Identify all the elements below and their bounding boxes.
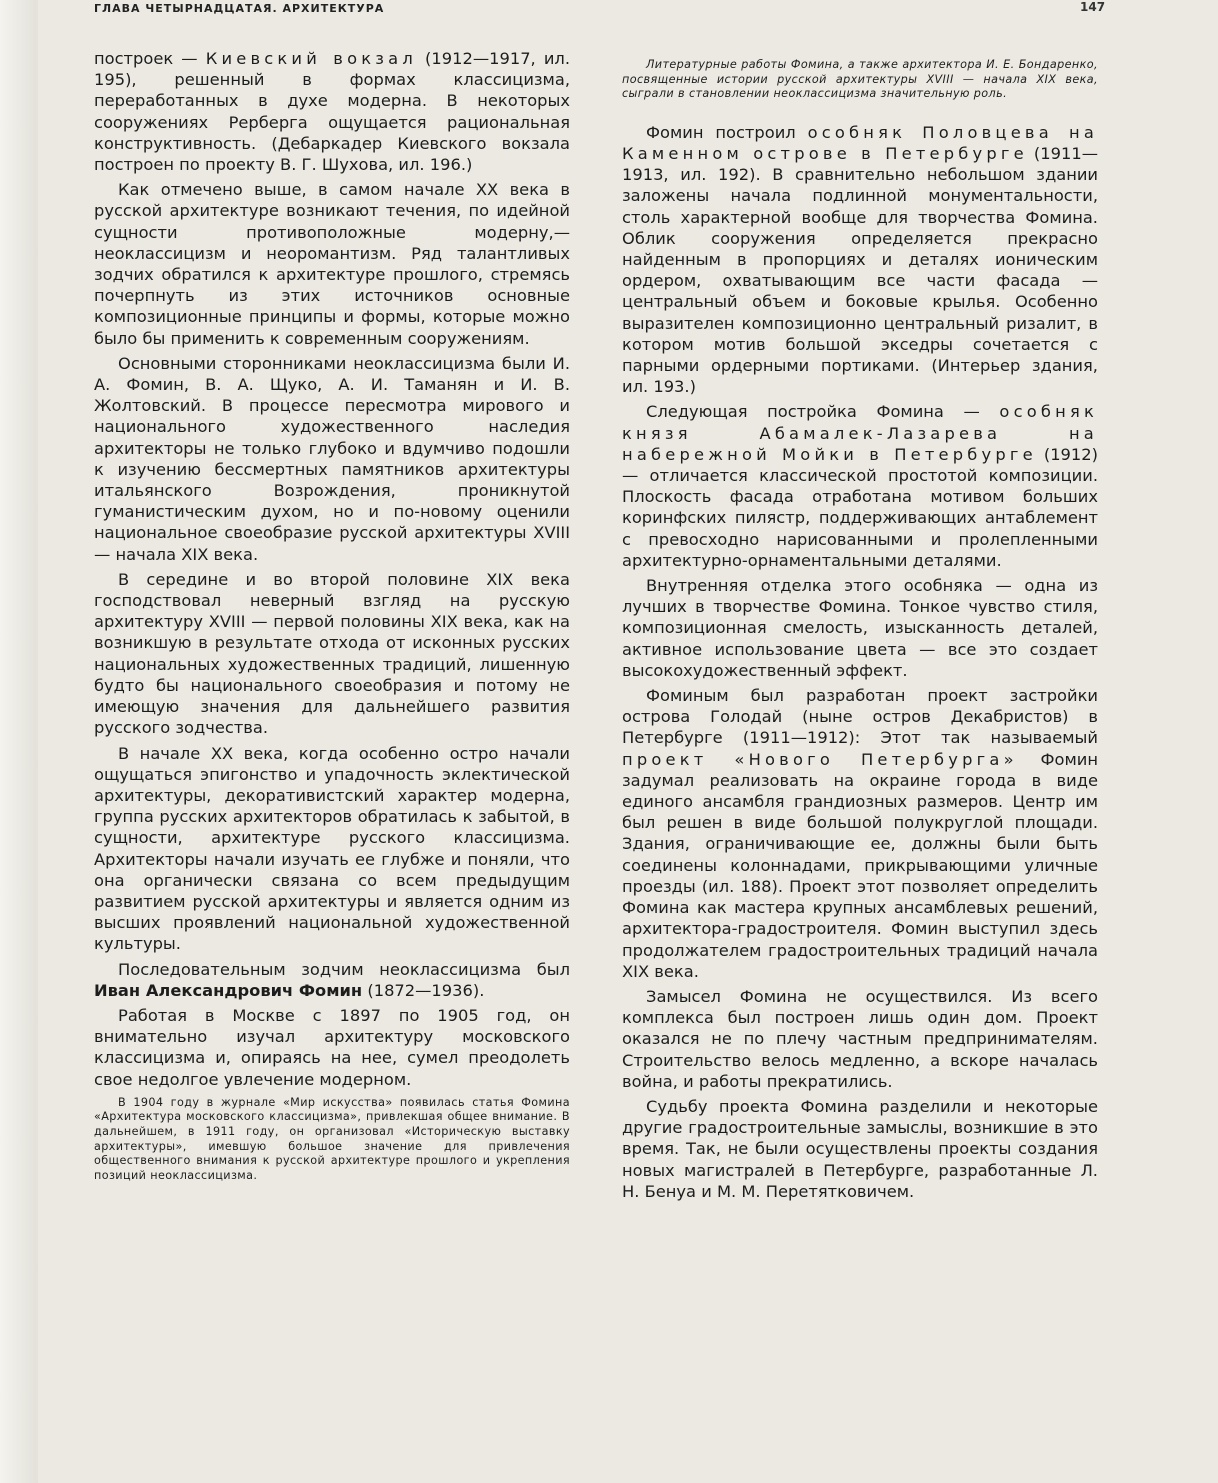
text-span: (1912—1917, ил. 195), решенный в формах классицизма, переработанных в духе модерна. В некоторых сооружениях Рерберга ощущается рациональная конструктивность. (Дебаркадер Киевского вокзала построен по проекту В. Г. Шухова, ил. 196.): [94, 49, 570, 175]
text-span: Фоминым был разработан проект застройки острова Голодай (ныне остров Декабристов) в Петербурге (1911—1912): Этот так называемый: [622, 686, 1098, 748]
paragraph: [94, 959, 570, 1001]
paragraph: Основными сторонниками неоклассицизма были И. А. Фомин, В. А. Щуко, А. И. Таманян и И. В. Жолтовский. В процессе пересмотра мирового и национального художественного наследия архитекторы не только глубоко и вдумчиво подошли к изучению бессмертных памятников архитектуры итальянского Возрождения, проникнутой гуманистическим духом, но и по-новому оценили национальное своеобразие русской архитектуры XVIII — начала XIX века.: [94, 353, 570, 564]
text-span: Фомин задумал реализовать на окраине города в виде единого ансамбля грандиозных размеров. Центр им был решен в виде большой полукруглой площади. Здания, ограничивающие ее, должны были быть соединены колоннадами, прикрывающими уличные проезды (ил. 188). Проект этот позволяет определить Фомина как мастера крупных ансамблевых решений, архитектора-градостроителя. Фомин выступил здесь продолжателем градостроительных традиций начала XIX века.: [622, 749, 1098, 981]
left-column: [94, 48, 570, 1183]
running-head: ГЛАВА ЧЕТЫРНАДЦАТАЯ. АРХИТЕКТУРА: [94, 2, 385, 15]
text-span: Последовательным зодчим неоклассицизма был: [118, 959, 570, 979]
paragraph: Замысел Фомина не осуществился. Из всего комплекса был построен лишь один дом. Проект оказался не по плечу частным предпринимателям. Строительство велось медленно, а вскоре началась война, и работы прекратились.: [622, 986, 1098, 1091]
paragraph: Внутренняя отделка этого особняка — одна из лучших в творчестве Фомина. Тонкое чувство стиля, композиционная смелость, изысканность деталей, активное использование цвета — все это создает высокохудожественный эффект.: [622, 576, 1098, 680]
page-gutter: [0, 0, 38, 1483]
text-span: Фомин построил: [646, 122, 808, 142]
bold-name: Иван Александрович Фомин: [94, 980, 363, 1000]
text-span: (1912) — отличается классической простотой композиции. Плоскость фасада отработана мотивом больших коринфских пилястр, поддерживающих антаблемент с превосходно нарисованными и пролепленными архитектурно-орнаментальными деталями.: [622, 444, 1098, 570]
spaced-emphasis: проект «Нового Петербурга»: [622, 749, 1018, 769]
paragraph: [622, 401, 1098, 571]
right-column: [622, 58, 1098, 1206]
text-span: (1911—1913, ил. 192). В сравнительно небольшом здании заложены начала подлинной монументальности, столь характерной вообще для творчества Фомина. Облик сооружения определяется прекрасно найденным в пропорциях и деталях ионическим ордером, охватывающим все части фасада — центральный объем и боковые крылья. Особенно выразителен композиционно центральный ризалит, в котором мотив большой экседры сочетается с парными ордерными портиками. (Интерьер здания, ил. 193.): [622, 143, 1098, 397]
spaced-emphasis: Киевский вокзал: [205, 49, 417, 68]
paragraph: [94, 48, 570, 175]
paragraph: В начале XX века, когда особенно остро начали ощущаться эпигонство и упадочность эклектической архитектуры, декоративистский характер модерна, группа русских архитекторов обратилась к забытой, в сущности, архитектуре русского классицизма. Архитекторы начали изучать ее глубже и поняли, что она органически связана со всем предыдущим развитием русской архитектуры и является одним из высших проявлений национальной художественной культуры.: [94, 743, 570, 954]
paragraph: В середине и во второй половине XIX века господствовал неверный взгляд на русскую архитектуру XVIII — первой половины XIX века, как на возникшую в результате отхода от исконных русских национальных художественных традиций, лишенную будто бы национального своеобразия и потому не имеющую значения для дальнейшего развития русского зодчества.: [94, 569, 570, 738]
spaced-emphasis: особняк князя Абамалек-Лазарева на набережной Мойки в Петербурге: [622, 402, 1098, 464]
page-number: 147: [1080, 0, 1106, 14]
paragraph: Работая в Москве с 1897 по 1905 год, он внимательно изучал архитектуру московского классицизма и, опираясь на нее, сумел преодолеть свое недолгое увлечение модерном.: [94, 1005, 570, 1089]
text-span: (1872—1936).: [362, 980, 485, 1000]
text-span: построек —: [94, 49, 206, 68]
spaced-emphasis: особняк Половцева на Каменном острове в Петербурге: [622, 122, 1098, 163]
paragraph: [622, 122, 1098, 398]
paragraph: [622, 685, 1098, 982]
paragraph: Как отмечено выше, в самом начале XX века в русской архитектуре возникают течения, по идейной сущности противоположные модерну,— неоклассицизм и неоромантизм. Ряд талантливых зодчих обратился к архитектуре прошлого, стремясь почерпнуть из этих источников основные композиционные принципы и формы, которые можно было бы применить к современным сооружениям.: [94, 180, 570, 348]
side-note: Литературные работы Фомина, а также архитектора И. Е. Бондаренко, посвященные истории русской архитектуры XVIII — начала XIX века, сыграли в становлении неоклассицизма значительную роль.: [622, 58, 1098, 101]
text-span: Следующая постройка Фомина —: [646, 402, 1000, 422]
paragraph: Судьбу проекта Фомина разделили и некоторые другие градостроительные замыслы, возникшие в это время. Так, не были осуществлены проекты создания новых магистралей в Петербурге, разработанные Л. Н. Бенуа и М. М. Перетятковичем.: [622, 1096, 1098, 1201]
footnote: В 1904 году в журнале «Мир искусства» появилась статья Фомина «Архитектура московского классицизма», привлекшая общее внимание. В дальнейшем, в 1911 году, он организовал «Историческую выставку архитектуры», имевшую большое значение для привлечения общественного внимания к русской архитектуре прошлого и укрепления позиций неоклассицизма.: [94, 1095, 570, 1182]
